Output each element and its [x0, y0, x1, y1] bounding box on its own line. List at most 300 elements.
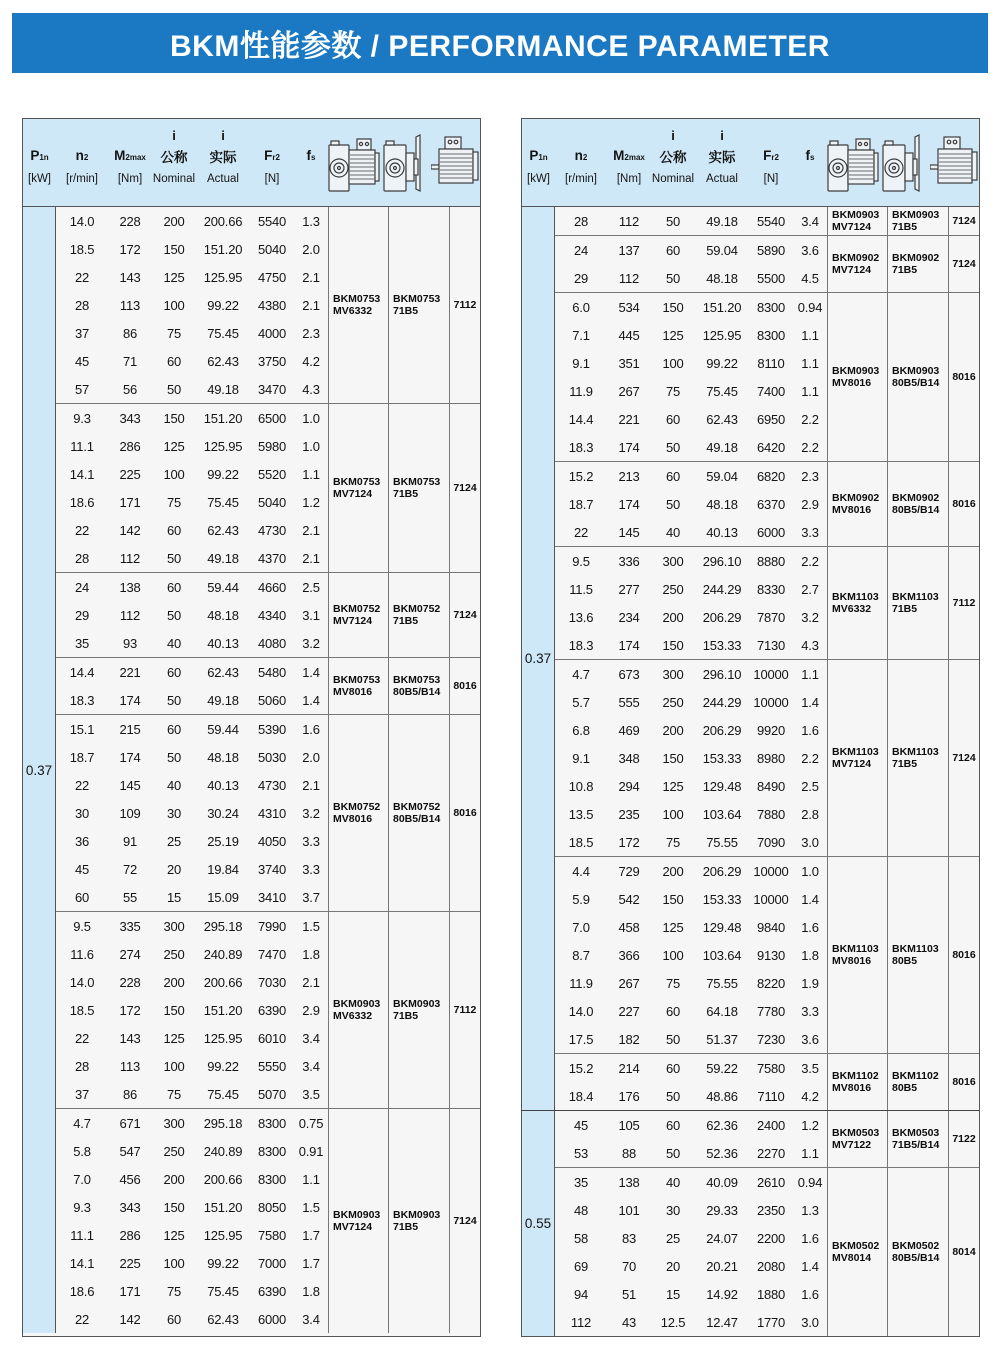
- model-flange-line: BKM0753: [393, 674, 441, 686]
- col-header-n2: n $_2$ [r/min]: [66, 148, 98, 185]
- cell-fr2: 4730: [257, 522, 287, 538]
- cell-fr2: 8300: [257, 1115, 287, 1131]
- model-mv-line: MV6332: [333, 1010, 373, 1022]
- cell-fs: 2.1: [302, 297, 320, 313]
- cell-fs: 3.3: [801, 524, 819, 540]
- cell-fs: 3.2: [302, 805, 320, 821]
- model-group: [56, 403, 480, 572]
- cell-n2: 57: [74, 381, 90, 397]
- col-header-m2max: M $_{2max}$ [Nm]: [114, 148, 146, 185]
- cell-i-actual: 75.45: [207, 494, 239, 510]
- model-group: [555, 659, 979, 856]
- cell-fr2: 5030: [257, 749, 287, 765]
- group-rows: [555, 1111, 827, 1167]
- cell-n2: 14.1: [69, 1255, 95, 1271]
- table-row: [555, 857, 827, 885]
- table-row: [555, 405, 827, 433]
- cell-i-nominal: 150: [163, 1002, 185, 1018]
- model-group: [555, 235, 979, 292]
- cell-i-actual: 296.10: [702, 553, 742, 569]
- frame-size-cell: 8016: [449, 658, 480, 714]
- cell-m2max: 343: [119, 410, 141, 426]
- table-row: [56, 827, 328, 855]
- cell-i-nominal: 250: [163, 1143, 185, 1159]
- model-flange-line: 80B5/B14: [892, 504, 940, 516]
- cell-i-actual: 153.33: [702, 637, 742, 653]
- cell-i-actual: 295.18: [203, 1115, 243, 1131]
- table-row: [555, 828, 827, 856]
- cell-i-actual: 151.20: [203, 1002, 243, 1018]
- cell-i-nominal: 30: [665, 1202, 681, 1218]
- cell-i-nominal: 125: [662, 778, 684, 794]
- cell-fs: 3.6: [801, 242, 819, 258]
- cell-i-actual: 125.95: [203, 1030, 243, 1046]
- cell-m2max: 542: [618, 891, 640, 907]
- cell-n2: 18.3: [568, 637, 594, 653]
- cell-n2: 4.4: [572, 863, 590, 879]
- model-mv-cell: [827, 857, 887, 1053]
- model-mv-line: BKM0502: [832, 1240, 880, 1252]
- table-row: [56, 1109, 328, 1137]
- cell-n2: 18.5: [568, 834, 594, 850]
- cell-n2: 37: [74, 1086, 90, 1102]
- model-group: [56, 657, 480, 714]
- cell-i-actual: 151.20: [203, 410, 243, 426]
- cell-n2: 58: [573, 1230, 589, 1246]
- cell-n2: 69: [573, 1258, 589, 1274]
- cell-m2max: 171: [119, 494, 141, 510]
- cell-i-actual: 99.22: [207, 1058, 239, 1074]
- model-flange-line: 80B5/B14: [393, 686, 441, 698]
- cell-m2max: 142: [119, 1311, 141, 1327]
- cell-m2max: 93: [122, 635, 138, 651]
- table-row: [56, 743, 328, 771]
- model-mv-line: MV7124: [333, 615, 373, 627]
- cell-fs: 4.2: [801, 1088, 819, 1104]
- cell-i-actual: 49.18: [706, 439, 738, 455]
- cell-fs: 4.3: [302, 381, 320, 397]
- cell-i-nominal: 250: [662, 581, 684, 597]
- table-row: [56, 1052, 328, 1080]
- cell-fr2: 5060: [257, 692, 287, 708]
- cell-fs: 3.3: [302, 833, 320, 849]
- model-group: [555, 1167, 979, 1336]
- cell-m2max: 137: [618, 242, 640, 258]
- cell-fs: 2.9: [302, 1002, 320, 1018]
- cell-m2max: 729: [618, 863, 640, 879]
- model-flange-cell: [887, 1168, 948, 1336]
- cell-n2: 22: [74, 522, 90, 538]
- model-mv-line: BKM0753: [333, 476, 381, 488]
- group-rows: [555, 207, 827, 235]
- cell-n2: 11.1: [70, 438, 94, 454]
- cell-fs: 0.94: [797, 1174, 823, 1190]
- frame-size-cell: 7124: [948, 207, 979, 235]
- model-flange-line: BKM0502: [892, 1240, 940, 1252]
- cell-fr2: 7110: [757, 1088, 785, 1104]
- cell-fs: 1.1: [302, 1171, 320, 1187]
- cell-m2max: 671: [119, 1115, 141, 1131]
- power-rating-cell: 0.55: [522, 1111, 555, 1336]
- worm-gearbox-flange-icon: [382, 129, 430, 197]
- header-icons: [827, 119, 979, 206]
- cell-n2: 22: [573, 524, 589, 540]
- model-mv-line: MV7124: [832, 758, 872, 770]
- cell-i-nominal: 50: [665, 1145, 681, 1161]
- model-mv-cell: [827, 1111, 887, 1167]
- cell-i-actual: 240.89: [203, 946, 243, 962]
- cell-m2max: 86: [122, 1086, 138, 1102]
- cell-i-nominal: 60: [665, 1060, 681, 1076]
- cell-fr2: 6500: [257, 410, 287, 426]
- cell-m2max: 294: [618, 778, 640, 794]
- cell-m2max: 286: [119, 438, 141, 454]
- cell-i-nominal: 100: [163, 1058, 185, 1074]
- cell-fr2: 8330: [756, 581, 786, 597]
- cell-n2: 18.6: [69, 494, 95, 510]
- cell-m2max: 71: [122, 353, 138, 369]
- cell-fs: 1.1: [801, 327, 819, 343]
- model-flange-line: BKM0503: [892, 1127, 940, 1139]
- cell-n2: 15.2: [568, 468, 594, 484]
- cell-fs: 3.3: [801, 1003, 819, 1019]
- cell-n2: 11.5: [569, 581, 593, 597]
- cell-i-nominal: 40: [166, 777, 182, 793]
- cell-m2max: 174: [618, 637, 640, 653]
- model-mv-cell: [827, 462, 887, 546]
- cell-n2: 14.0: [69, 974, 95, 990]
- col-header-fs: f $_s$: [306, 148, 316, 163]
- cell-i-actual: 125.95: [203, 438, 243, 454]
- model-mv-line: BKM0753: [333, 674, 381, 686]
- cell-m2max: 145: [119, 777, 141, 793]
- table-row: [56, 1165, 328, 1193]
- model-group: [56, 911, 480, 1108]
- cell-m2max: 174: [119, 749, 141, 765]
- table-row: [555, 1308, 827, 1336]
- cell-fr2: 9130: [756, 947, 786, 963]
- cell-fr2: 10000: [753, 891, 789, 907]
- cell-i-actual: 49.18: [207, 692, 239, 708]
- cell-i-actual: 75.55: [706, 975, 738, 991]
- cell-i-actual: 25.19: [207, 833, 239, 849]
- groups-column: [555, 1111, 979, 1336]
- worm-gearbox-motor-front-icon: [327, 129, 381, 197]
- cell-fs: 4.3: [801, 637, 819, 653]
- cell-fs: 2.2: [801, 553, 819, 569]
- cell-m2max: 172: [119, 1002, 141, 1018]
- cell-fr2: 5540: [257, 213, 287, 229]
- cell-m2max: 213: [618, 468, 640, 484]
- cell-fs: 3.6: [801, 1031, 819, 1047]
- cell-i-nominal: 75: [665, 975, 681, 991]
- cell-fr2: 7000: [257, 1255, 287, 1271]
- cell-m2max: 112: [119, 607, 141, 623]
- cell-i-actual: 200.66: [203, 974, 243, 990]
- model-flange-cell: [388, 912, 449, 1108]
- table-row: [555, 236, 827, 264]
- table-row: [555, 490, 827, 518]
- cell-m2max: 227: [618, 1003, 640, 1019]
- cell-fs: 1.1: [801, 1145, 819, 1161]
- model-mv-line: BKM0503: [832, 1127, 880, 1139]
- model-flange-cell: [388, 658, 449, 714]
- cell-m2max: 267: [618, 975, 640, 991]
- cell-i-nominal: 150: [163, 1199, 185, 1215]
- cell-m2max: 145: [618, 524, 640, 540]
- cell-i-nominal: 50: [665, 270, 681, 286]
- model-flange-line: 80B5/B14: [393, 813, 441, 825]
- cell-fs: 1.5: [302, 918, 320, 934]
- table-row: [555, 547, 827, 575]
- model-mv-line: MV7124: [832, 264, 872, 276]
- cell-n2: 18.6: [69, 1283, 95, 1299]
- col-header-fr2: F $_{r2}$ [N]: [763, 148, 779, 185]
- cell-fs: 2.5: [801, 778, 819, 794]
- cell-fr2: 4340: [257, 607, 287, 623]
- table-row: [555, 207, 827, 235]
- cell-i-actual: 62.43: [207, 522, 239, 538]
- cell-n2: 9.1: [572, 355, 590, 371]
- cell-i-nominal: 75: [665, 383, 681, 399]
- cell-fs: 1.6: [801, 1230, 819, 1246]
- model-mv-cell: [827, 1168, 887, 1336]
- col-header-p1n: P $_{1n}$ [kW]: [28, 148, 51, 185]
- model-mv-line: BKM0903: [333, 998, 381, 1010]
- model-flange-line: BKM0753: [393, 476, 441, 488]
- cell-m2max: 172: [618, 834, 640, 850]
- cell-fs: 1.3: [801, 1202, 819, 1218]
- model-mv-line: MV8014: [832, 1252, 872, 1264]
- cell-n2: 4.7: [572, 666, 590, 682]
- table-row: [555, 293, 827, 321]
- cell-fs: 0.94: [797, 299, 823, 315]
- cell-i-actual: 48.18: [706, 496, 738, 512]
- cell-fs: 2.8: [801, 806, 819, 822]
- performance-table-right: [521, 118, 980, 1337]
- model-mv-cell: [827, 293, 887, 461]
- cell-i-nominal: 125: [163, 269, 185, 285]
- cell-fr2: 3410: [257, 889, 287, 905]
- cell-i-actual: 51.37: [706, 1031, 738, 1047]
- cell-fs: 1.2: [302, 494, 320, 510]
- cell-n2: 14.0: [568, 1003, 594, 1019]
- cell-fr2: 7230: [756, 1031, 786, 1047]
- group-rows: [56, 658, 328, 714]
- cell-fr2: 9920: [756, 722, 786, 738]
- cell-fr2: 5040: [257, 241, 287, 257]
- cell-i-actual: 12.47: [706, 1314, 738, 1330]
- model-mv-line: MV8016: [333, 686, 373, 698]
- cell-i-actual: 59.44: [207, 579, 239, 595]
- cell-fr2: 5390: [257, 721, 287, 737]
- cell-m2max: 101: [618, 1202, 640, 1218]
- table-row: [56, 1249, 328, 1277]
- cell-fr2: 2400: [756, 1117, 786, 1133]
- cell-i-actual: 151.20: [203, 1199, 243, 1215]
- model-mv-line: MV8016: [832, 377, 872, 389]
- cell-i-nominal: 60: [665, 242, 681, 258]
- cell-i-nominal: 125: [662, 327, 684, 343]
- cell-n2: 35: [573, 1174, 589, 1190]
- cell-n2: 7.1: [572, 327, 590, 343]
- model-mv-line: MV7124: [333, 1221, 373, 1233]
- table-row: [56, 432, 328, 460]
- cell-fs: 1.8: [801, 947, 819, 963]
- cell-fs: 1.3: [302, 213, 320, 229]
- col-header-p1n: P $_{1n}$ [kW]: [527, 148, 550, 185]
- model-flange-line: 80B5/B14: [892, 377, 940, 389]
- cell-fs: 0.75: [298, 1115, 324, 1131]
- cell-m2max: 225: [119, 466, 141, 482]
- cell-fr2: 10000: [753, 694, 789, 710]
- model-mv-line: BKM0752: [333, 801, 381, 813]
- model-flange-line: BKM0903: [393, 998, 441, 1010]
- cell-m2max: 555: [618, 694, 640, 710]
- cell-i-nominal: 150: [662, 299, 684, 315]
- model-flange-line: BKM0903: [393, 1209, 441, 1221]
- cell-n2: 48: [573, 1202, 589, 1218]
- cell-fs: 3.4: [302, 1311, 320, 1327]
- model-flange-line: 80B5: [892, 955, 918, 967]
- cell-m2max: 673: [618, 666, 640, 682]
- model-mv-line: MV7124: [333, 488, 373, 500]
- cell-m2max: 534: [618, 299, 640, 315]
- table-row: [555, 462, 827, 490]
- model-mv-cell: [827, 547, 887, 659]
- table-row: [555, 688, 827, 716]
- cell-i-actual: 153.33: [702, 891, 742, 907]
- cell-fr2: 4730: [257, 777, 287, 793]
- model-flange-cell: [388, 573, 449, 657]
- model-mv-cell: [328, 912, 388, 1108]
- cell-n2: 22: [74, 269, 90, 285]
- cell-fs: 1.5: [302, 1199, 320, 1215]
- cell-i-nominal: 60: [665, 1117, 681, 1133]
- table-row: [56, 996, 328, 1024]
- cell-m2max: 172: [119, 241, 141, 257]
- cell-m2max: 86: [122, 325, 138, 341]
- groups-column: [56, 207, 480, 1333]
- model-mv-cell: [328, 404, 388, 572]
- cell-fs: 2.0: [302, 241, 320, 257]
- cell-i-nominal: 125: [662, 919, 684, 935]
- worm-gearbox-motor-front-icon: [826, 129, 880, 197]
- cell-n2: 15.2: [568, 1060, 594, 1076]
- frame-size-cell: 8016: [948, 1054, 979, 1110]
- cell-fr2: 8050: [257, 1199, 287, 1215]
- table-row: [56, 207, 328, 235]
- frame-size-cell: 8016: [948, 462, 979, 546]
- cell-m2max: 138: [119, 579, 141, 595]
- cell-i-actual: 200.66: [203, 1171, 243, 1187]
- model-mv-line: BKM0903: [333, 1209, 381, 1221]
- model-flange-line: BKM1103: [892, 943, 939, 955]
- cell-fr2: 2080: [756, 1258, 786, 1274]
- cell-i-actual: 59.22: [706, 1060, 738, 1076]
- cell-fr2: 7990: [257, 918, 287, 934]
- tables-container: [22, 118, 980, 1337]
- model-group: [555, 292, 979, 461]
- cell-i-nominal: 300: [163, 1115, 185, 1131]
- cell-n2: 11.9: [569, 383, 593, 399]
- cell-m2max: 91: [122, 833, 138, 849]
- table-body: [522, 207, 979, 1336]
- cell-fr2: 8880: [756, 553, 786, 569]
- table-row: [555, 1025, 827, 1053]
- cell-m2max: 113: [119, 1058, 141, 1074]
- cell-i-actual: 296.10: [702, 666, 742, 682]
- cell-fr2: 9840: [756, 919, 786, 935]
- cell-n2: 22: [74, 777, 90, 793]
- cell-m2max: 221: [119, 664, 141, 680]
- cell-fr2: 6950: [756, 411, 786, 427]
- table-row: [555, 1082, 827, 1110]
- model-mv-cell: [827, 207, 887, 235]
- cell-i-nominal: 200: [662, 609, 684, 625]
- cell-i-nominal: 60: [166, 1311, 182, 1327]
- table-row: [555, 1139, 827, 1167]
- cell-i-actual: 48.18: [207, 607, 239, 623]
- cell-fr2: 7400: [756, 383, 786, 399]
- table-row: [56, 375, 328, 403]
- table-row: [56, 488, 328, 516]
- model-mv-line: MV7124: [832, 221, 872, 233]
- cell-m2max: 277: [618, 581, 640, 597]
- model-flange-cell: [887, 1111, 948, 1167]
- cell-fs: 2.9: [801, 496, 819, 512]
- cell-n2: 35: [74, 635, 90, 651]
- cell-fs: 1.8: [302, 946, 320, 962]
- cell-fr2: 7870: [756, 609, 786, 625]
- cell-i-nominal: 75: [166, 1283, 182, 1299]
- model-mv-line: MV6332: [832, 603, 872, 615]
- table-row: [555, 1168, 827, 1196]
- model-mv-line: MV8016: [832, 1082, 872, 1094]
- cell-n2: 14.1: [69, 466, 95, 482]
- cell-i-nominal: 60: [166, 664, 182, 680]
- cell-i-nominal: 60: [665, 1003, 681, 1019]
- col-header-i-actual: i 实际 Actual: [207, 128, 239, 185]
- model-flange-line: BKM0902: [892, 252, 940, 264]
- cell-i-actual: 40.13: [207, 777, 239, 793]
- model-mv-line: BKM1103: [832, 943, 879, 955]
- group-rows: [56, 207, 328, 403]
- cell-fr2: 8300: [756, 299, 786, 315]
- group-rows: [555, 547, 827, 659]
- cell-fs: 2.2: [801, 439, 819, 455]
- cell-i-actual: 20.21: [706, 1258, 738, 1274]
- cell-n2: 45: [573, 1117, 589, 1133]
- table-row: [555, 1252, 827, 1280]
- header-icons: [328, 119, 480, 206]
- cell-i-nominal: 12.5: [660, 1314, 686, 1330]
- frame-size-cell: 8014: [948, 1168, 979, 1336]
- cell-fs: 0.91: [298, 1143, 324, 1159]
- group-rows: [56, 912, 328, 1108]
- table-row: [56, 573, 328, 601]
- table-row: [56, 460, 328, 488]
- cell-i-nominal: 50: [166, 550, 182, 566]
- model-flange-cell: [388, 715, 449, 911]
- cell-n2: 22: [74, 1030, 90, 1046]
- cell-fs: 1.4: [302, 664, 320, 680]
- cell-n2: 18.7: [568, 496, 594, 512]
- cell-i-actual: 125.95: [702, 327, 742, 343]
- cell-i-actual: 24.07: [706, 1230, 738, 1246]
- power-section: [522, 207, 979, 1110]
- table-row: [56, 1221, 328, 1249]
